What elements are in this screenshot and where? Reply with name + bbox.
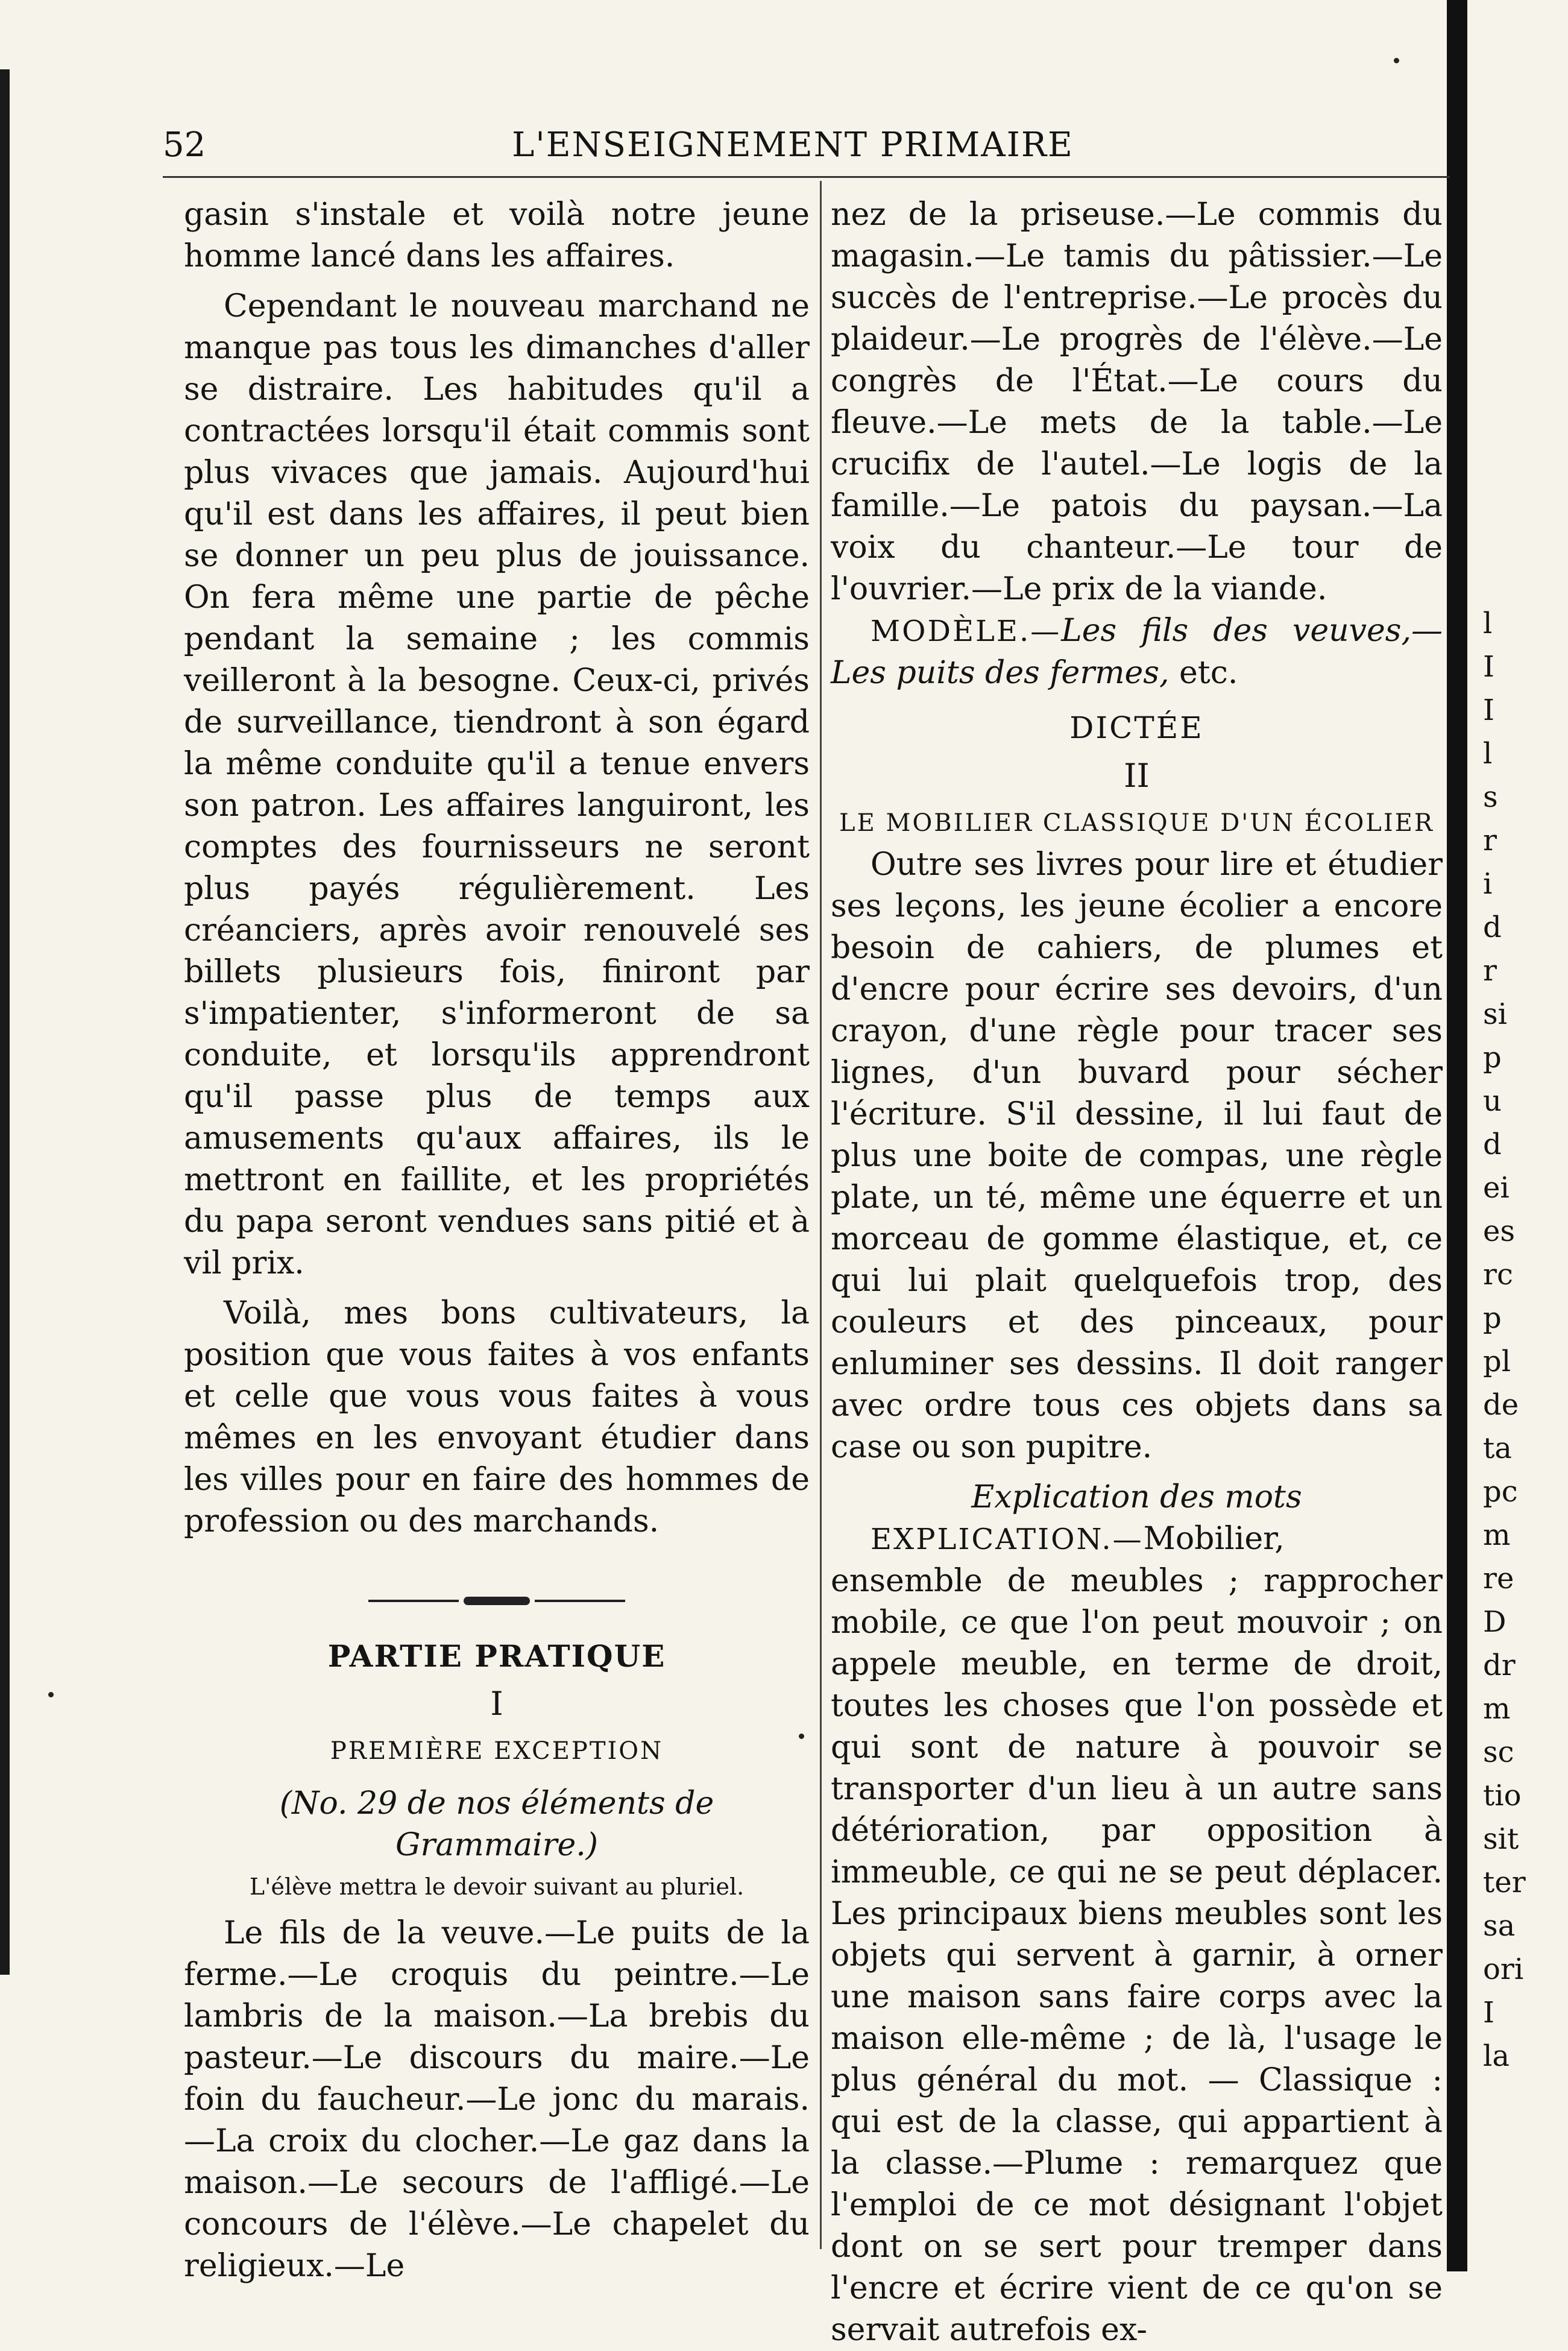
- margin-fragment: rc: [1483, 1258, 1513, 1292]
- margin-fragment: I: [1483, 693, 1494, 727]
- scan-edge-left: [0, 69, 10, 1975]
- dictation-subtitle: LE MOBILIER CLASSIQUE D'UN ÉCOLIER: [839, 809, 1434, 837]
- model-line: [831, 610, 1443, 694]
- dictation-title: DICTÉE: [1069, 710, 1204, 745]
- margin-fragment: de: [1483, 1388, 1519, 1422]
- margin-fragment: tio: [1483, 1779, 1522, 1813]
- right-column: [831, 194, 1443, 2351]
- margin-fragment: p: [1483, 1301, 1502, 1335]
- explication-title: Explication des mots: [971, 1479, 1302, 1515]
- model-label: MODÈLE.—: [871, 614, 1062, 648]
- margin-fragment: D: [1483, 1605, 1507, 1639]
- margin-fragment: I: [1483, 1996, 1494, 2030]
- margin-fragment: pl: [1483, 1345, 1511, 1378]
- ornament-divider: [184, 1597, 810, 1605]
- margin-fragment: r: [1483, 824, 1497, 857]
- margin-fragment: pc: [1483, 1475, 1518, 1509]
- margin-fragment: sa: [1483, 1909, 1516, 1943]
- paragraph: Cependant le nouveau marchand ne manque pas tous les dimanches d'aller se distraire. Les habitudes qu'il a contractées lorsqu'il était commis sont plus vivaces que jamais. Aujourd'hui qu'il est dans les affaires, il peut bien se donner un peu plus de jouissance. On fera même une partie de pêche pendant la semaine ; les commis veilleront à la besogne. Ceux-ci, privés de surveillance, tiendront à son égard la même conduite qu'il a tenue envers son patron. Les affaires languiront, les comptes des fournisseurs ne seront plus payés régulièrement. Les créanciers, après avoir renouvelé ses billets plusieurs fois, finiront par s'impatienter, s'informeront de sa conduite, et lorsqu'ils apprendront qu'il passe plus de temps aux amusements qu'aux affaires, ils le mettront en faillite, et les propriétés du papa seront vendues sans pitié et à vil prix.: [184, 288, 810, 1281]
- margin-fragment: ei: [1483, 1171, 1510, 1205]
- margin-fragment: ter: [1483, 1866, 1526, 1899]
- margin-fragment: u: [1483, 1084, 1502, 1118]
- margin-fragment: sc: [1483, 1735, 1514, 1769]
- running-title: L'ENSEIGNEMENT PRIMAIRE: [512, 125, 1074, 165]
- margin-fragment: ta: [1483, 1431, 1512, 1465]
- section-number: I: [490, 1685, 503, 1723]
- speck: [1394, 58, 1399, 63]
- margin-fragment: d: [1483, 910, 1502, 944]
- margin-fragment: p: [1483, 1041, 1502, 1075]
- model-etc: etc.: [1169, 655, 1238, 691]
- header-rule: [163, 176, 1450, 178]
- margin-fragment: i: [1483, 867, 1493, 901]
- margin-fragment: si: [1483, 997, 1507, 1031]
- margin-fragment: re: [1483, 1562, 1514, 1595]
- margin-fragment: sit: [1483, 1822, 1519, 1856]
- dictation-number: II: [1124, 757, 1150, 795]
- margin-fragment: ori: [1483, 1952, 1524, 1986]
- margin-fragment: dr: [1483, 1649, 1516, 1682]
- paragraph: gasin s'instale et voilà notre jeune homme lancé dans les affaires.: [184, 197, 810, 274]
- model-text: Les fils des veuves,—Les puits des fermes,: [831, 613, 1443, 691]
- exercise-text: Le fils de la veuve.—Le puits de la ferme.—Le croquis du peintre.—Le lambris de la maison.—La brebis du pasteur.—Le discours du maire.—Le foin du faucheur.—Le jonc du marais.—La croix du clocher.—Le gaz dans la maison.—Le secours de l'affligé.—Le concours de l'élève.—Le chapelet du religieux.—Le: [184, 1915, 810, 2284]
- exercise-continuation: nez de la priseuse.—Le commis du magasin.—Le tamis du pâtissier.—Le succès de l'entreprise.—Le procès du plaideur.—Le progrès de l'élève.—Le congrès de l'État.—Le cours du fleuve.—Le mets de la table.—Le crucifix de l'autel.—Le logis de la famille.—Le patois du paysan.—La voix du chanteur.—Le tour de l'ouvrier.—Le prix de la viande.: [831, 197, 1443, 607]
- exercise-instruction: L'élève mettra le devoir suivant au pluriel.: [249, 1873, 745, 1900]
- page-number: 52: [163, 125, 206, 165]
- margin-fragment: l: [1483, 607, 1493, 640]
- paragraph: Voilà, mes bons cultivateurs, la position que vous faites à vos enfants et celle que vous vous faites à vous mêmes en les envoyant étudier dans les villes pour en faire des hommes de profession ou des marchands.: [184, 1295, 810, 1539]
- explication-text: Mobilier, ensemble de meubles ; rapprocher mobile, ce que l'on peut mouvoir ; on appele meuble, en terme de droit, toutes les choses que l'on possède et qui sont de nature à pouvoir se transporter d'un lieu à un autre sans détérioration, par opposition à immeuble, ce qui ne se peut déplacer. Les principaux biens meubles sont les objets qui servent à garnir, à orner une maison sans faire corps avec la maison elle-même ; de là, l'usage le plus général du mot. — Classique : qui est de la classe, qui appartient à la classe.—Plume : remarquez que l'emploi de ce mot désignant l'objet dont on se sert pour tremper dans l'encre et écrire vient de ce qu'on se servait autrefois ex-: [831, 1521, 1443, 2348]
- margin-fragment: I: [1483, 650, 1494, 684]
- explication-paragraph: [831, 1518, 1443, 2351]
- section-title: PARTIE PRATIQUE: [327, 1638, 666, 1674]
- margin-fragment: l: [1483, 737, 1493, 771]
- margin-fragment: s: [1483, 780, 1498, 814]
- page-header: [163, 125, 1423, 180]
- column-separator: [820, 181, 822, 2249]
- left-column: [184, 194, 810, 2287]
- margin-fragment: r: [1483, 954, 1497, 988]
- margin-fragment: m: [1483, 1518, 1511, 1552]
- margin-fragment: la: [1483, 2039, 1510, 2073]
- explication-label: EXPLICATION.—: [871, 1523, 1144, 1556]
- exception-title: PREMIÈRE EXCEPTION: [330, 1737, 664, 1765]
- binding-gutter: [1447, 0, 1467, 2271]
- dictation-text: Outre ses livres pour lire et étudier ses leçons, les jeune écolier a encore besoin de cahiers, de plumes et d'encre pour écrire ses devoirs, d'un crayon, d'une règle pour tracer ses lignes, d'un buvard pour sécher l'écriture. S'il dessine, il lui faut de plus une boite de compas, une règle plate, un té, même une équerre et un morceau de gomme élastique, et, ce qui lui plait quelquefois trop, des couleurs et des pinceaux, pour enluminer ses dessins. Il doit ranger avec ordre tous ces objets dans sa case ou son pupitre.: [831, 847, 1443, 1465]
- margin-fragment: es: [1483, 1214, 1516, 1248]
- margin-fragment: m: [1483, 1692, 1511, 1726]
- margin-fragment: d: [1483, 1128, 1502, 1161]
- speck: [48, 1692, 54, 1697]
- grammar-reference: (No. 29 de nos éléments de Grammaire.): [279, 1785, 714, 1863]
